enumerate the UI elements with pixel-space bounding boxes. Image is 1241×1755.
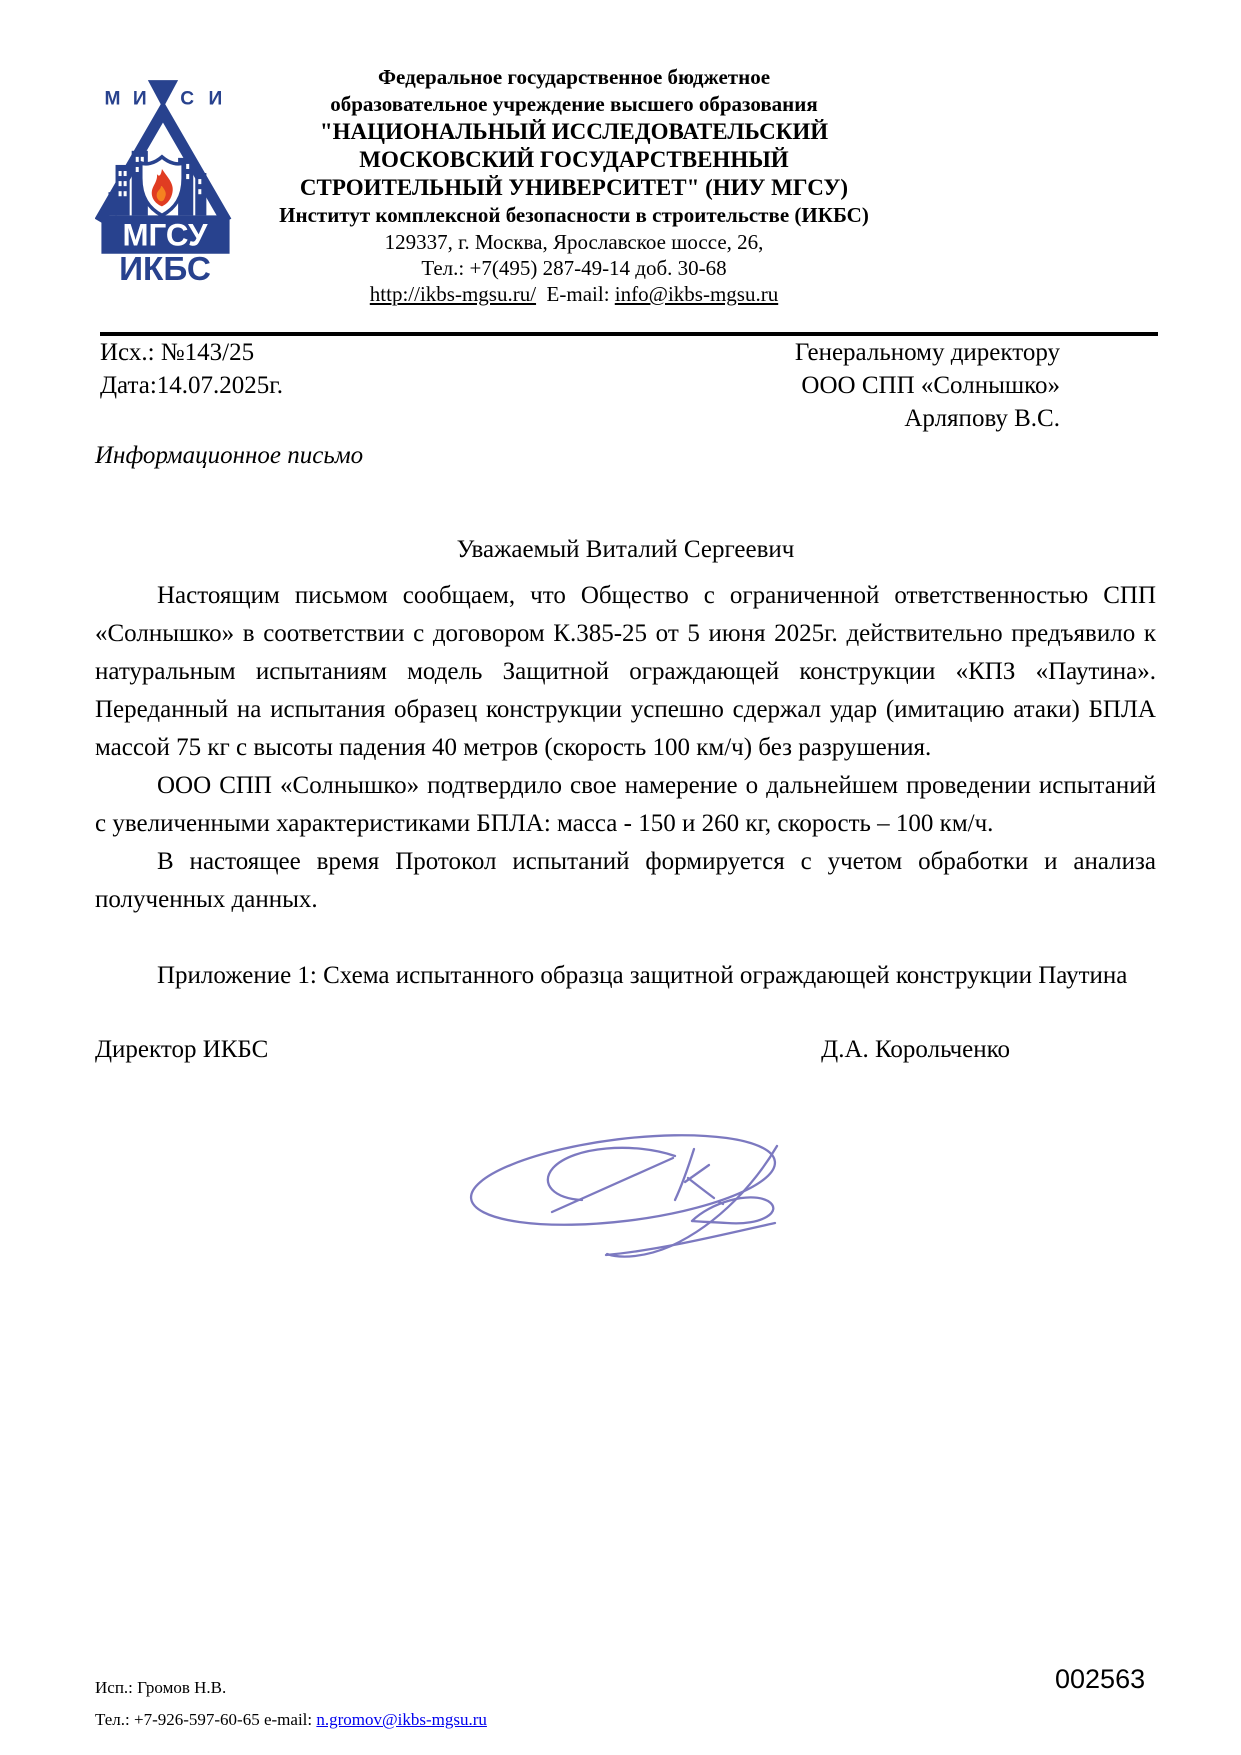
executor-contact-line xyxy=(95,1704,487,1736)
institute-line: Институт комплексной безопасности в строительстве (ИКБС) xyxy=(279,203,869,227)
org-caps-line-1: "НАЦИОНАЛЬНЫЙ ИССЛЕДОВАТЕЛЬСКИЙ xyxy=(319,119,829,144)
org-caps-line-3: СТРОИТЕЛЬНЫЙ УНИВЕРСИТЕТ" (НИУ МГСУ) xyxy=(299,175,849,200)
svg-text:И: И xyxy=(208,88,223,110)
logo-mgsu-text: МГСУ xyxy=(122,217,208,253)
svg-text:С: С xyxy=(180,88,195,110)
org-line-2: образовательное учреждение высшего образования xyxy=(330,92,818,116)
university-logo xyxy=(95,60,237,307)
meta-row xyxy=(95,336,1156,435)
recipient-block xyxy=(795,336,1156,435)
meta-left xyxy=(95,336,283,435)
signer-name: Д.А. Корольченко xyxy=(821,1036,1010,1063)
salutation: Уважаемый Виталий Сергеевич xyxy=(456,536,795,563)
letter-type-label: Информационное письмо xyxy=(95,442,364,469)
recipient-line: Арляпову В.С. xyxy=(904,405,1060,432)
recipient-line: Генеральному директору xyxy=(794,339,1060,366)
site-link[interactable]: http://ikbs-mgsu.ru/ xyxy=(369,282,537,306)
executor-phone: Тел.: +7-926-597-60-65 e-mail: xyxy=(95,1710,313,1729)
signer-position: Директор ИКБС xyxy=(95,1036,269,1063)
handwritten-signature xyxy=(455,1128,805,1263)
body-paragraph-2: ООО СПП «Солнышко» подтвердило свое намерение о дальнейшем проведении испытаний с увеличенными характеристиками БПЛА: масса - 150 и 260 кг, скорость – 100 км/ч. xyxy=(95,772,1156,837)
recipient-line: ООО СПП «Солнышко» xyxy=(801,372,1060,399)
body-paragraph-3: В настоящее время Протокол испытаний формируется с учетом обработки и анализа полученных данных. xyxy=(95,848,1156,913)
attachment-paragraph: Приложение 1: Схема испытанного образца защитной ограждающей конструкции Паутина xyxy=(157,962,1128,989)
executor-line: Исп.: Громов Н.В. xyxy=(95,1678,227,1697)
org-line-1: Федеральное государственное бюджетное xyxy=(377,65,771,89)
logo-ikbs-text: ИКБС xyxy=(119,250,211,282)
outgoing-number: Исх.: №143/25 xyxy=(100,339,255,366)
executor-email-link[interactable]: n.gromov@ikbs-mgsu.ru xyxy=(316,1710,487,1729)
letter-date: Дата:14.07.2025г. xyxy=(100,372,283,399)
document-number: 002563 xyxy=(1055,1664,1146,1694)
svg-text:М: М xyxy=(104,88,121,110)
email-link[interactable]: info@ikbs-mgsu.ru xyxy=(614,282,779,306)
letterhead xyxy=(95,60,905,307)
address-line: 129337, г. Москва, Ярославское шоссе, 26, xyxy=(384,230,764,254)
footer-executor-block xyxy=(95,1672,487,1736)
mgsu-ikbs-logo-icon xyxy=(95,60,237,282)
phone-line: Тел.: +7(495) 287-49-14 доб. 30-68 xyxy=(421,256,727,280)
body-paragraph-1: Настоящим письмом сообщаем, что Общество с ограниченной ответственностью СПП «Солнышко» в соответствии с договором К.385-25 от 5 июня 2025г. действительно предъявило к натуральным испытаниям модель Защитной ограждающей конструкции «КПЗ «Паутина». Переданный на испытания образец конструкции успешно сдержал удар (имитацию атаки) БПЛА массой 75 кг с высоты падения 40 метров (скорость 100 км/ч) без разрушения. xyxy=(95,582,1156,761)
links-line xyxy=(243,281,905,307)
svg-text:И: И xyxy=(132,88,147,110)
org-caps-line-2: МОСКОВСКИЙ ГОСУДАРСТВЕННЫЙ xyxy=(359,147,789,172)
email-label: E-mail: xyxy=(546,282,610,306)
signature-row xyxy=(95,1031,1156,1069)
letterhead-text xyxy=(237,60,905,307)
letter-content xyxy=(95,336,1156,1069)
